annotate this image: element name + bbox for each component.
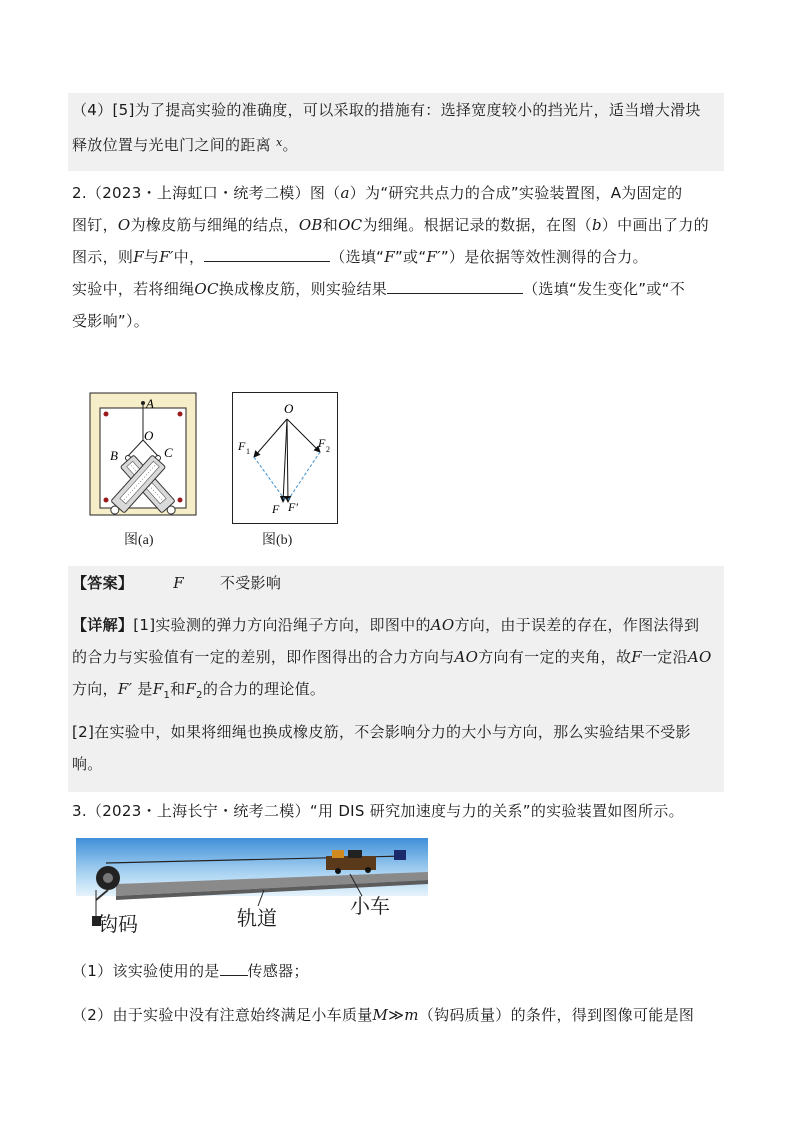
detail-Fp: F′: [117, 680, 133, 698]
label-track: 轨道: [237, 906, 277, 930]
detail-l2-c: 一定沿: [641, 648, 688, 666]
figure-b-force-diagram: [232, 392, 338, 526]
q2-l2-b: 为橡皮筋与细绳的结点，: [130, 216, 299, 234]
detail-tag: 【详解】: [72, 616, 134, 634]
q2-l2-OC: OC: [338, 216, 363, 234]
q2-line2: [72, 209, 732, 241]
q3-title: 3.（2023・上海长宁・统考二模）“用 DIS 研究加速度与力的关系”的实验装置如图所示。: [72, 802, 684, 820]
q3-m: m: [404, 1006, 419, 1024]
label-F2: F: [318, 436, 326, 450]
answer-blank-1[interactable]: [204, 243, 330, 262]
q2-l2-OB: OB: [298, 216, 323, 234]
q2-l2-a: 图钉，: [72, 216, 118, 234]
label-F1-sub: 1: [246, 447, 250, 456]
q1-tail-text: 释放位置与光电门之间的距离: [72, 136, 271, 154]
label-A: A: [146, 396, 154, 411]
q2-l2-O: O: [117, 216, 131, 234]
figure-a-caption: 图(a): [124, 533, 154, 548]
label-Fprime: F′: [288, 500, 298, 514]
detail-l3-a: 方向，: [72, 680, 118, 698]
label-O: O: [144, 428, 154, 443]
q3-sub2-b: （钩码质量）的条件，得到图像可能是图: [418, 1006, 695, 1024]
q2-l3-Fp2: F′: [426, 248, 441, 266]
answer-2: 不受影响: [219, 574, 282, 592]
q2-l3-c: 中，: [173, 248, 205, 266]
sensor: [394, 850, 406, 860]
label-F1: F: [238, 439, 246, 453]
q3-gt: ≫: [388, 1006, 405, 1024]
detail-F: F: [631, 648, 642, 666]
detail-line4: [2]在实验中，如果将细绳也换成橡皮筋，不会影响分力的大小与方向，那么实验结果不受影: [72, 723, 691, 741]
q3-sub2-a: （2）由于实验中没有注意始终满足小车质量: [72, 1006, 373, 1024]
q3-M: M: [372, 1006, 389, 1024]
q2-l2-e: ）中画出了力的: [601, 216, 709, 234]
q3-sub2: [72, 999, 732, 1031]
detail-F2: F: [185, 680, 197, 698]
detail-line5: 响。: [72, 755, 103, 773]
q1-tail-line2: [72, 127, 732, 161]
q2-l1-a: 2.（2023・上海虹口・统考二模）图（: [72, 184, 341, 202]
q2-l4-b: 换成橡皮筋，则实验结果: [218, 280, 388, 298]
detail-l1-a: [1]实验测的弹力方向沿绳子方向，即图中的: [133, 616, 431, 634]
q2-l3-F: F: [133, 248, 144, 266]
label-F2-sub: 2: [326, 445, 330, 454]
q3-sub1-text: （1）该实验使用的是: [72, 962, 220, 980]
var-x: x: [275, 136, 283, 149]
q2-l1-var: a: [340, 184, 350, 202]
detail-line1: [72, 609, 732, 641]
q2-line3: [72, 241, 732, 273]
q2-line5: 受影响”）。: [72, 312, 150, 330]
label-O-b: O: [284, 401, 294, 416]
figure-b-caption: 图(b): [262, 533, 293, 548]
answer-line: [72, 567, 732, 599]
q2-l2-d: 为细绳。根据记录的数据，在图（: [362, 216, 592, 234]
q2-l3-d: （选填“: [330, 248, 385, 266]
label-B: B: [110, 448, 118, 463]
q2-l4-c: （选填“发生变化”或“不: [523, 280, 686, 298]
q3-sub1: [72, 955, 732, 987]
answer-tag: 【答案】: [72, 574, 134, 592]
q2-l1-b: ）为“研究共点力的合成”实验装置图，A为固定的: [349, 184, 683, 202]
label-C: C: [164, 445, 173, 460]
q2-l4-a: 实验中，若将细绳: [72, 280, 195, 298]
q2-l2-c: 和: [322, 216, 339, 234]
answer-blank-2[interactable]: [387, 275, 523, 294]
q2-l3-Fp: F′: [159, 248, 174, 266]
pin-dot: [104, 498, 109, 503]
q2-line1: [72, 177, 732, 209]
q2-l3-e: ”或“: [394, 248, 427, 266]
detail-l1-b: 方向，由于误差的存在，作图法得到: [454, 616, 700, 634]
label-cart: 小车: [350, 894, 390, 918]
detail-line2: [72, 641, 732, 673]
q1-tail-end: 。: [282, 136, 298, 154]
q2-line4: [72, 273, 732, 305]
answer-1: F: [173, 574, 184, 592]
detail-F1-sub: 1: [163, 690, 171, 701]
q2-l3-b: 与: [143, 248, 160, 266]
label-F: F: [272, 502, 280, 516]
detail-l3-d: 的合力的理论值。: [202, 680, 326, 698]
pin-dot: [178, 412, 183, 417]
detail-l2-a: 的合力与实验值有一定的差别，即作图得出的合力方向与: [72, 648, 455, 666]
pin-dot: [178, 498, 183, 503]
q2-l3-a: 图示，则: [72, 248, 134, 266]
detail-F1: F: [152, 680, 164, 698]
q2-l2-bvar: b: [591, 216, 602, 234]
q2-l3-F2: F: [384, 248, 395, 266]
q3-sub1-end: 传感器；: [247, 962, 309, 980]
q2-l3-f: ”）是依据等效性测得的合力。: [440, 248, 648, 266]
detail-l2-b: 方向有一定的夹角，故: [478, 648, 632, 666]
pin-dot: [104, 412, 109, 417]
answer-blank-3[interactable]: [220, 957, 248, 976]
detail-AO-2: AO: [454, 648, 479, 666]
detail-l3-b: 是: [137, 680, 153, 698]
figure-a-apparatus: [70, 388, 218, 526]
detail-l3-c: 和: [170, 680, 186, 698]
detail-line3: [72, 673, 732, 712]
q1-tail-line1: （4）[5]为了提高实验的准确度，可以采取的措施有：选择宽度较小的挡光片，适当增大滑块: [72, 101, 701, 119]
q2-l4-OC: OC: [194, 280, 219, 298]
detail-AO: AO: [430, 616, 455, 634]
label-weight: 钩码: [98, 912, 138, 936]
detail-AO-3: AO: [687, 648, 712, 666]
detail-F2-sub: 2: [196, 690, 203, 701]
